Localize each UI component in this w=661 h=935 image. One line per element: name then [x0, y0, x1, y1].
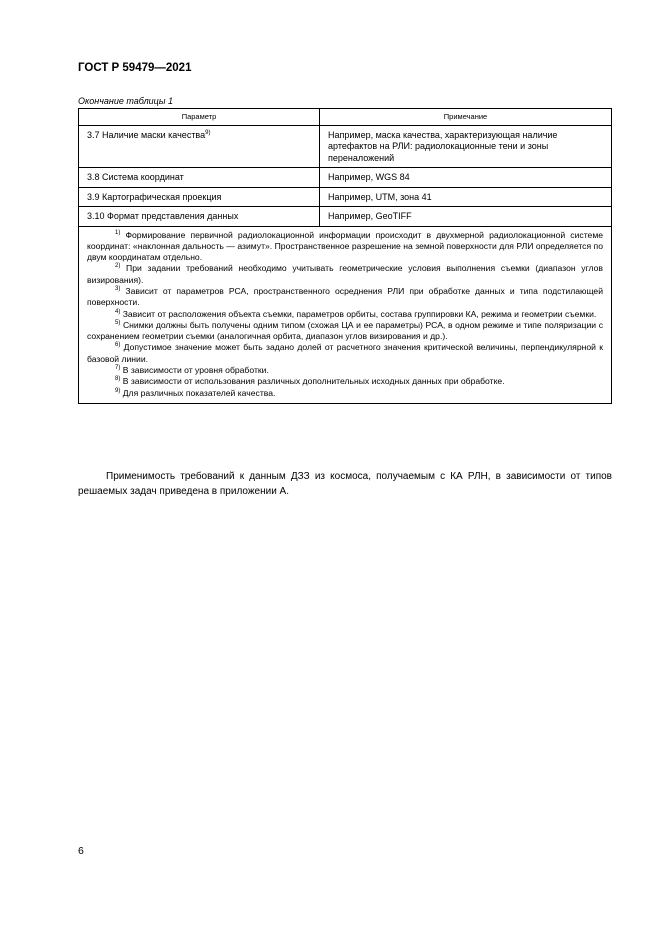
footnote-text: Зависит от расположения объекта съемки, параметров орбиты, состава группировки КА, режима и геометрии съемки. — [122, 308, 597, 319]
footnote-mark: 9) — [115, 387, 121, 394]
table-cell-note: Например, GeoTIFF — [320, 207, 612, 227]
footnote-text: Допустимое значение может быть задано долей от расчетного значения критической величины, перпендикулярной к базовой линии. — [87, 342, 603, 364]
table-cell-note: Например, маска качества, характеризующая наличие артефактов на РЛИ: радиолокационные тени и зоны переналожений — [320, 125, 612, 168]
footnote — [87, 376, 603, 387]
page-number: 6 — [78, 845, 84, 857]
table-footnotes-row — [79, 226, 612, 403]
footnote-text: Снимки должны быть получены одним типом (схожая ЦА и ее параметры) РСА, в одном режиме и типе поляризации с сохранением геометрии съемки (аналогичная орбита, диапазон углов визирования и др.). — [87, 319, 603, 342]
table-cell-parameter: 3.9 Картографическая проекция — [79, 187, 320, 207]
footnote-text: При задании требований необходимо учитывать геометрические условия выполнения съемки (диапазон углов визирования). — [87, 263, 603, 285]
column-header-parameter: Параметр — [79, 109, 320, 126]
table-footnotes — [79, 226, 612, 403]
table-cell-note: Например, WGS 84 — [320, 168, 612, 188]
footnote-mark: 4) — [115, 308, 121, 315]
footnote — [87, 309, 603, 320]
table-cell-parameter: 3.10 Формат представления данных — [79, 207, 320, 227]
footnote-text: Для различных показателей качества. — [122, 387, 276, 398]
footnote — [87, 263, 603, 286]
footnote — [87, 365, 603, 376]
document-code-header: ГОСТ Р 59479—2021 — [78, 62, 192, 74]
footnote — [87, 230, 603, 264]
table-row — [79, 125, 612, 168]
footnote-mark: 1) — [115, 229, 121, 236]
column-header-note: Примечание — [320, 109, 612, 126]
table-row — [79, 207, 612, 227]
table-cell-parameter: 3.8 Система координат — [79, 168, 320, 188]
footnote-text: В зависимости от использования различных дополнительных исходных данных при обработке. — [122, 376, 505, 387]
parameters-table — [78, 108, 612, 404]
table-caption: Окончание таблицы 1 — [78, 96, 173, 106]
footnote — [87, 320, 603, 343]
footnote-ref: 9) — [205, 129, 211, 136]
footnote-text: Формирование первичной радиолокационной информации происходит в двухмерной радиолокационной системе координат: «наклонная дальность — азимут». Пространственное разрешение на земной поверхности для РЛИ определяется по двум координатам отдельно. — [87, 229, 604, 263]
table-cell-parameter — [79, 125, 320, 168]
table-cell-note: Например, UTM, зона 41 — [320, 187, 612, 207]
footnote-text: Зависит от параметров РСА, пространственного осреднения РЛИ при обработке данных и типа подстилающей поверхности. — [87, 285, 603, 308]
footnote — [87, 388, 603, 399]
table-row — [79, 168, 612, 188]
footnote — [87, 286, 603, 309]
footnote-mark: 2) — [115, 263, 121, 270]
footnote-mark: 3) — [115, 286, 121, 293]
footnote-text: В зависимости от уровня обработки. — [122, 365, 269, 376]
table-header-row — [79, 109, 612, 126]
footnote-mark: 7) — [115, 365, 121, 372]
footnote-mark: 5) — [115, 320, 121, 327]
footnote-mark: 8) — [115, 376, 121, 383]
footnote-mark: 6) — [115, 342, 121, 349]
table-row — [79, 187, 612, 207]
body-paragraph: Применимость требований к данным ДЗЗ из космоса, получаемым с КА РЛН, в зависимости от типов решаемых задач приведена в приложении А. — [78, 471, 612, 497]
footnote — [87, 342, 603, 365]
parameter-text: 3.7 Наличие маски качества — [87, 129, 206, 140]
